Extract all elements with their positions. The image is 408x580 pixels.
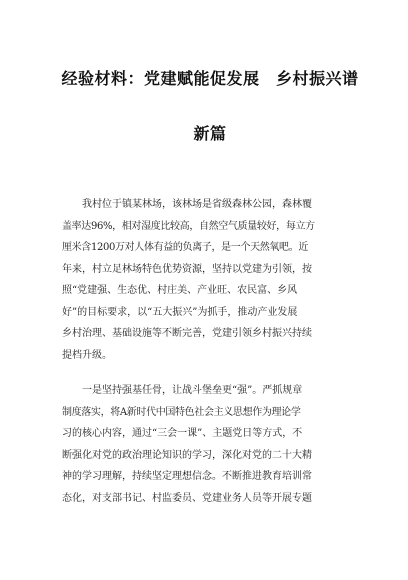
document-title-line-2: 新篇 bbox=[193, 124, 227, 143]
document-title-line-1: 经验材料：党建赋能促发展 乡村振兴谱 bbox=[61, 69, 359, 88]
paragraph-line: 厘米含1200万对人体有益的负离子，是一个天然氧吧。近 bbox=[62, 242, 308, 253]
paragraph-line: 盖率达96%，相对湿度比较高，自然空气质量较好，每立方 bbox=[62, 220, 315, 232]
paragraph-line: 好”的目标要求，以“五大振兴”为抓手，推动产业发展 bbox=[62, 306, 298, 318]
paragraph-line: 我村位于镇某林场，该林场是省级森林公园，森林覆 bbox=[62, 199, 312, 210]
paragraph-line: 制度落实，将A新时代中国特色社会主义思想作为理论学 bbox=[62, 406, 301, 418]
paragraph-line: 断强化对党的政治理论知识的学习，深化对党的二十大精 bbox=[62, 449, 312, 461]
paragraph-line: 提档升级。 bbox=[62, 349, 112, 361]
paragraph-line: 年来，村立足林场特色优势资源，坚持以党建为引领，按 bbox=[62, 263, 312, 275]
paragraph-line: 乡村治理、基础设施等不断完善，党建引领乡村振兴持续 bbox=[62, 328, 312, 339]
body-paragraph-1 bbox=[62, 194, 352, 366]
paragraph-line: 神的学习理解，持续坚定理想信念。不断推进教育培训常 bbox=[62, 471, 312, 482]
paragraph-line: 习的核心内容，通过“三会一课”、主题党日等方式，不 bbox=[62, 428, 303, 439]
paragraph-line: 态化，对支部书记、村监委员、党建业务人员等开展专题 bbox=[62, 492, 312, 504]
paragraph-line: 一是坚持强基任骨，让战斗堡垒更“强”。严抓规章 bbox=[62, 385, 303, 396]
paragraph-line: 照“党建强、生态优、村庄美、产业旺、农民富、乡风 bbox=[62, 285, 298, 296]
body-paragraph-2 bbox=[62, 380, 352, 509]
